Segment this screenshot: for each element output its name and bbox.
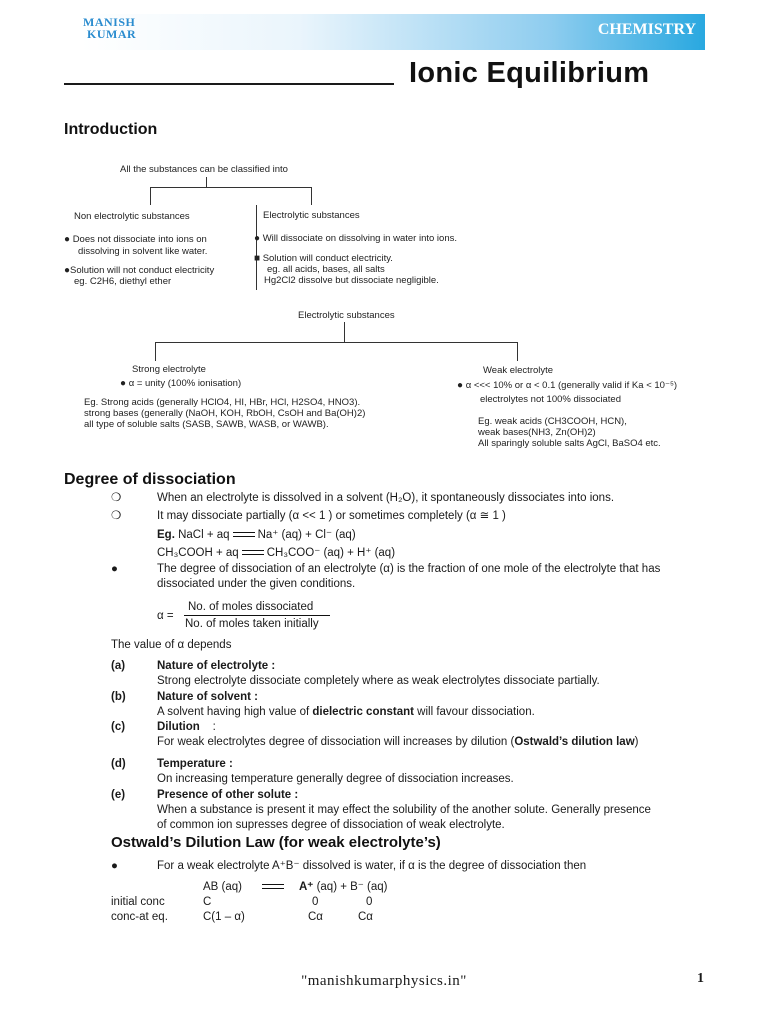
dod-example-2: CH₃COOH + aq CH₃COO⁻ (aq) + H⁺ (aq) [157, 547, 396, 559]
reaction-arrows [259, 880, 287, 894]
factor-tag: (d) [111, 758, 126, 770]
weak-title: Weak electrolyte [483, 365, 554, 376]
dod-example-1: Eg. NaCl + aq Na⁺ (aq) + Cl⁻ (aq) [157, 529, 356, 541]
dod-heading: Degree of dissociation [64, 471, 236, 488]
factor-desc: On increasing temperature generally degree of dissociation increases. [157, 773, 514, 785]
factor-title: Nature of solvent : [157, 691, 258, 703]
strong-line-1: Eg. Strong acids (generally HClO4, HI, HBr, HCl, H2SO4, HNO3). [84, 397, 361, 408]
dod-point-3b: dissociated under the given conditions. [157, 578, 356, 590]
reaction-products: A⁺ (aq) + B⁻ (aq) [299, 881, 388, 893]
diagram-line [150, 187, 151, 205]
weak-line-3: All sparingly soluble salts AgCl, BaSO4 etc. [478, 438, 661, 449]
cell: 0 [366, 896, 373, 908]
strong-title: Strong electrolyte [132, 364, 206, 375]
weak-line-2: weak bases(NH3, Zn(OH)2) [478, 427, 596, 438]
footer-site: "manishkumarphysics.in" [301, 973, 467, 989]
logo [83, 16, 136, 40]
fraction-numerator: No. of moles dissociated [188, 601, 314, 613]
factor-desc: Strong electrolyte dissociate completely where as weak electrolytes dissociate partially. [157, 675, 600, 687]
cell: Cα [358, 911, 373, 923]
dod-point-3a: The degree of dissociation of an electrolyte (α) is the fraction of one mole of the electrolyte that has [157, 563, 661, 575]
fraction-bar [184, 615, 330, 616]
ring-bullet: ❍ [111, 492, 122, 504]
strong-line-2: strong bases (generally (NaOH, KOH, RbOH, CsOH and Ba(OH)2) [84, 408, 366, 419]
cell: C [203, 896, 212, 908]
depends-label: The value of α depends [111, 639, 232, 651]
cell: Cα [308, 911, 323, 923]
title-rule [64, 83, 394, 85]
factor-desc: of common ion supresses degree of dissociation of weak electrolyte. [157, 819, 505, 831]
factor-desc: When a substance is present it may effect the solubility of the another solute. Generally presence [157, 804, 651, 816]
ostwald-point: For a weak electrolyte A⁺B⁻ dissolved is water, if α is the degree of dissociation then [157, 860, 587, 872]
factor-tag: (c) [111, 721, 126, 733]
elec-bullet-2-cont: eg. all acids, bases, all salts [267, 264, 385, 275]
dod-point-1: When an electrolyte is dissolved in a solvent (H₂O), it spontaneously dissociates into ions. [157, 492, 615, 504]
cell: C(1 – α) [203, 911, 245, 923]
row-label: conc-at eq. [111, 911, 168, 923]
factor-tag: (a) [111, 660, 126, 672]
factor-title: Temperature : [157, 758, 233, 770]
factor-title: Dilution : [157, 721, 216, 733]
diagram-line [155, 342, 518, 343]
ring-bullet: ❍ [111, 510, 122, 522]
strong-line-3: all type of soluble salts (SASB, SAWB, WASB, or WAWB). [84, 419, 329, 430]
diagram-line [311, 187, 312, 205]
row-label: initial conc [111, 896, 165, 908]
equilibrium-arrows-icon [242, 549, 264, 557]
strong-bullet: ● α = unity (100% ionisation) [120, 378, 242, 389]
diagram-line [150, 187, 312, 188]
elec-bullet-2: ■ Solution will conduct electricity. [254, 253, 393, 264]
ostwald-heading: Ostwald’s Dilution Law (for weak electrolyte’s) [111, 834, 441, 851]
dod-point-2: It may dissociate partially (α << 1 ) or sometimes completely (α ≅ 1 ) [157, 510, 506, 522]
nonelec-bullet-2: ●Solution will not conduct electricity [64, 265, 215, 276]
nonelec-bullet-1-cont: dissolving in solvent like water. [78, 246, 208, 257]
page-number: 1 [697, 971, 704, 986]
factor-title: Presence of other solute : [157, 789, 299, 801]
factor-tag: (b) [111, 691, 126, 703]
cell: 0 [312, 896, 319, 908]
equilibrium-arrows-icon [233, 531, 255, 539]
elec-bullet-1: ● Will dissociate on dissolving in water into ions. [254, 233, 457, 244]
diagram-root-label: All the substances can be classified into [120, 164, 288, 175]
equilibrium-arrows-icon [262, 883, 284, 891]
factor-tag: (e) [111, 789, 126, 801]
filled-bullet: ● [111, 860, 118, 872]
document-title: Ionic Equilibrium [409, 57, 650, 89]
weak-bullet: ● α <<< 10% or α < 0.1 (generally valid if Ka < 10⁻⁵) [457, 380, 678, 391]
diagram-line [206, 177, 207, 187]
electrolytic-root-label: Electrolytic substances [298, 310, 395, 321]
diagram-line [155, 342, 156, 361]
nonelec-bullet-2-cont: eg. C2H6, diethyl ether [74, 276, 172, 287]
nonelec-bullet-1: ● Does not dissociate into ions on [64, 234, 207, 245]
diagram-divider [256, 205, 257, 290]
factor-title: Nature of electrolyte : [157, 660, 276, 672]
weak-bullet-cont: electrolytes not 100% dissociated [480, 394, 621, 405]
filled-bullet: ● [111, 563, 118, 575]
factor-desc: A solvent having high value of dielectric constant will favour dissociation. [157, 706, 535, 718]
nonelec-title: Non electrolytic substances [74, 211, 190, 222]
factor-desc: For weak electrolytes degree of dissociation will increases by dilution (Ostwald’s dilution law) [157, 736, 639, 748]
logo-line-2: KUMAR [87, 27, 137, 41]
logo-line-1: MANISH [83, 15, 136, 29]
diagram-line [517, 342, 518, 361]
reaction-reactant: AB (aq) [203, 881, 242, 893]
alpha-eq-label: α = [157, 610, 174, 622]
weak-line-1: Eg. weak acids (CH3COOH, HCN), [478, 416, 627, 427]
subject-label: CHEMISTRY [597, 21, 696, 38]
diagram-line [344, 322, 345, 342]
intro-heading: Introduction [64, 121, 158, 138]
elec-bullet-2-cont2: Hg2Cl2 dissolve but dissociate negligible. [264, 275, 439, 286]
fraction-denominator: No. of moles taken initially [185, 618, 319, 630]
elec-title: Electrolytic substances [263, 210, 360, 221]
